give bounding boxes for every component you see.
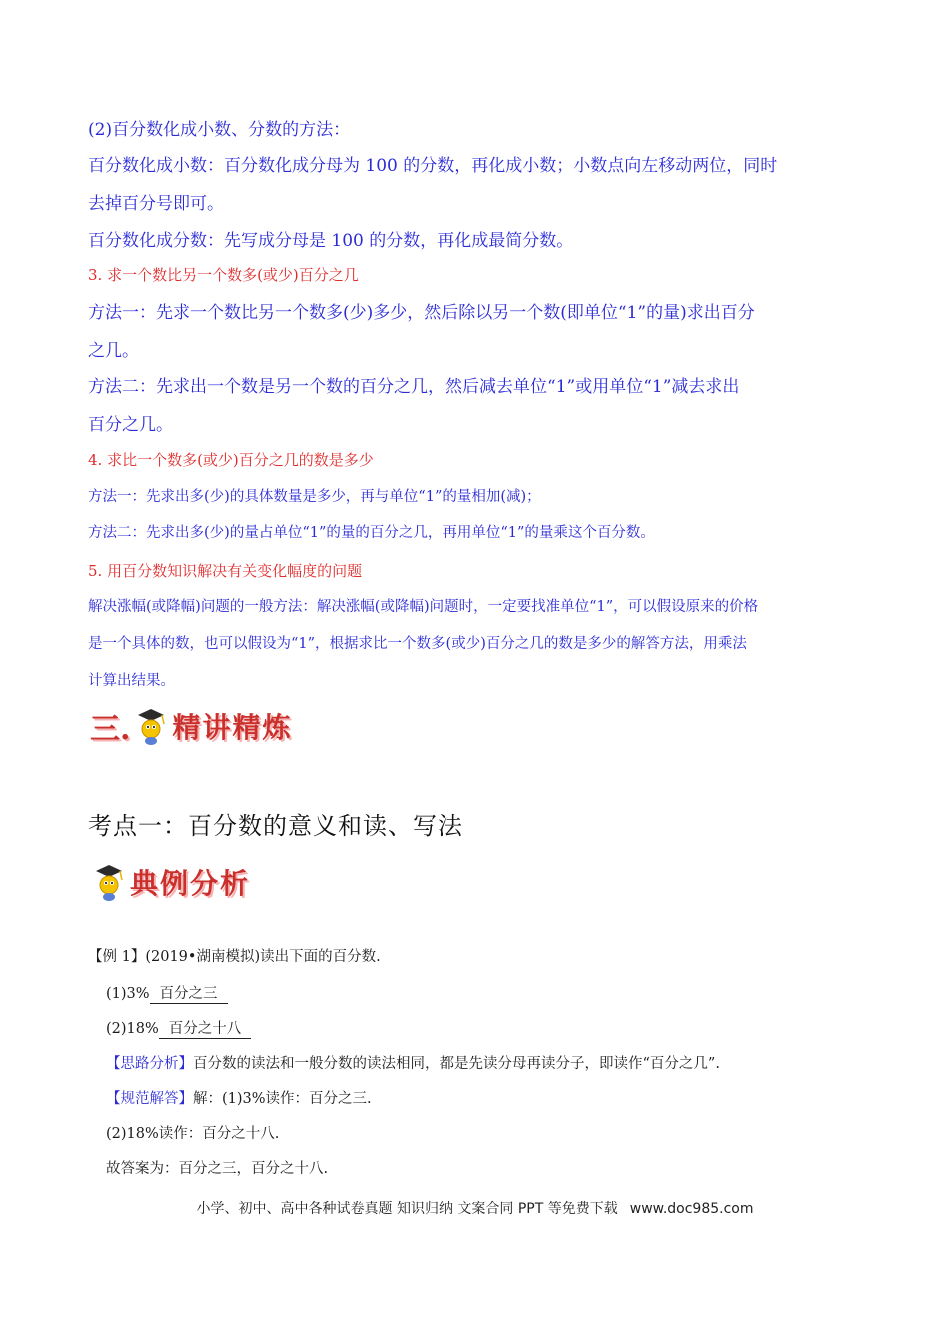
solution-text: 解：(1)3%读作：百分之三.	[193, 1091, 372, 1107]
answer-blank: 百分之三	[150, 985, 228, 1004]
question-prefix: (1)3%	[106, 986, 150, 1002]
text-line: 是一个具体的数，也可以假设为“1”，根据求比一个数多(或少)百分之几的数是多少的解答方法，用乘法	[88, 636, 747, 652]
banner-title: 典例分析	[130, 867, 251, 900]
example-title: 【例 1】(2019•湖南模拟)读出下面的百分数.	[88, 949, 381, 965]
text-line: 计算出结果。	[88, 673, 175, 689]
text-line: 方法二：先求出多(少)的量占单位“1”的量的百分之几，再用单位“1”的量乘这个百分数。	[88, 525, 655, 541]
solution-tag: 【规范解答】	[106, 1091, 193, 1107]
text-line: 去掉百分号即可。	[88, 194, 224, 214]
text-line: 方法二：先求出一个数是另一个数的百分之几，然后减去单位“1”或用单位“1”减去求出	[88, 377, 740, 397]
solution-line	[106, 1088, 866, 1110]
footer-text: 小学、初中、高中各种试卷真题 知识归纳 文案合同 PPT 等免费下载	[196, 1201, 618, 1217]
footer-link[interactable]: www.doc985.com	[629, 1201, 754, 1217]
text-line: 解决涨幅(或降幅)问题的一般方法：解决涨幅(或降幅)问题时，一定要找准单位“1”，可以假设原来的价格	[88, 599, 759, 615]
text-line: 之几。	[88, 341, 139, 361]
text-line: 方法一：先求出多(少)的具体数量是多少，再与单位“1”的量相加(减)；	[88, 489, 541, 505]
text-line: 百分之几。	[88, 415, 173, 435]
solution-line-2: (2)18%读作：百分之十八.	[106, 1126, 280, 1142]
footer	[0, 1198, 950, 1218]
text-line: (2)百分数化成小数、分数的方法：	[88, 120, 351, 140]
section-banner-dianli	[88, 862, 250, 902]
conclusion-line: 故答案为：百分之三，百分之十八.	[106, 1161, 329, 1177]
mascot-graduate-icon	[92, 862, 126, 902]
question-prefix: (2)18%	[106, 1021, 159, 1037]
question-1	[106, 983, 866, 1005]
mascot-graduate-icon	[134, 706, 168, 746]
section-heading: 3. 求一个数比另一个数多(或少)百分之几	[88, 266, 359, 284]
analysis-line	[106, 1053, 866, 1075]
section-heading: 4. 求比一个数多(或少)百分之几的数是多少	[88, 451, 374, 469]
page-title: 考点一：百分数的意义和读、写法	[88, 812, 463, 840]
question-2	[106, 1018, 866, 1040]
text-line: 百分数化成小数：百分数化成分母为 100 的分数，再化成小数；小数点向左移动两位，同时	[88, 156, 778, 176]
banner-number: 三.	[90, 712, 131, 747]
answer-blank: 百分之十八	[159, 1020, 252, 1039]
text-line: 方法一：先求一个数比另一个数多(少)多少，然后除以另一个数(即单位“1”的量)求出百分	[88, 303, 755, 323]
text-line: 百分数化成分数：先写成分母是 100 的分数，再化成最简分数。	[88, 231, 574, 251]
analysis-tag: 【思路分析】	[106, 1056, 193, 1072]
section-heading: 5. 用百分数知识解决有关变化幅度的问题	[88, 562, 363, 580]
section-banner-jingjiang	[90, 704, 292, 748]
analysis-text: 百分数的读法和一般分数的读法相同，都是先读分母再读分子，即读作“百分之几”.	[193, 1056, 720, 1072]
banner-title: 精讲精炼	[172, 711, 293, 744]
